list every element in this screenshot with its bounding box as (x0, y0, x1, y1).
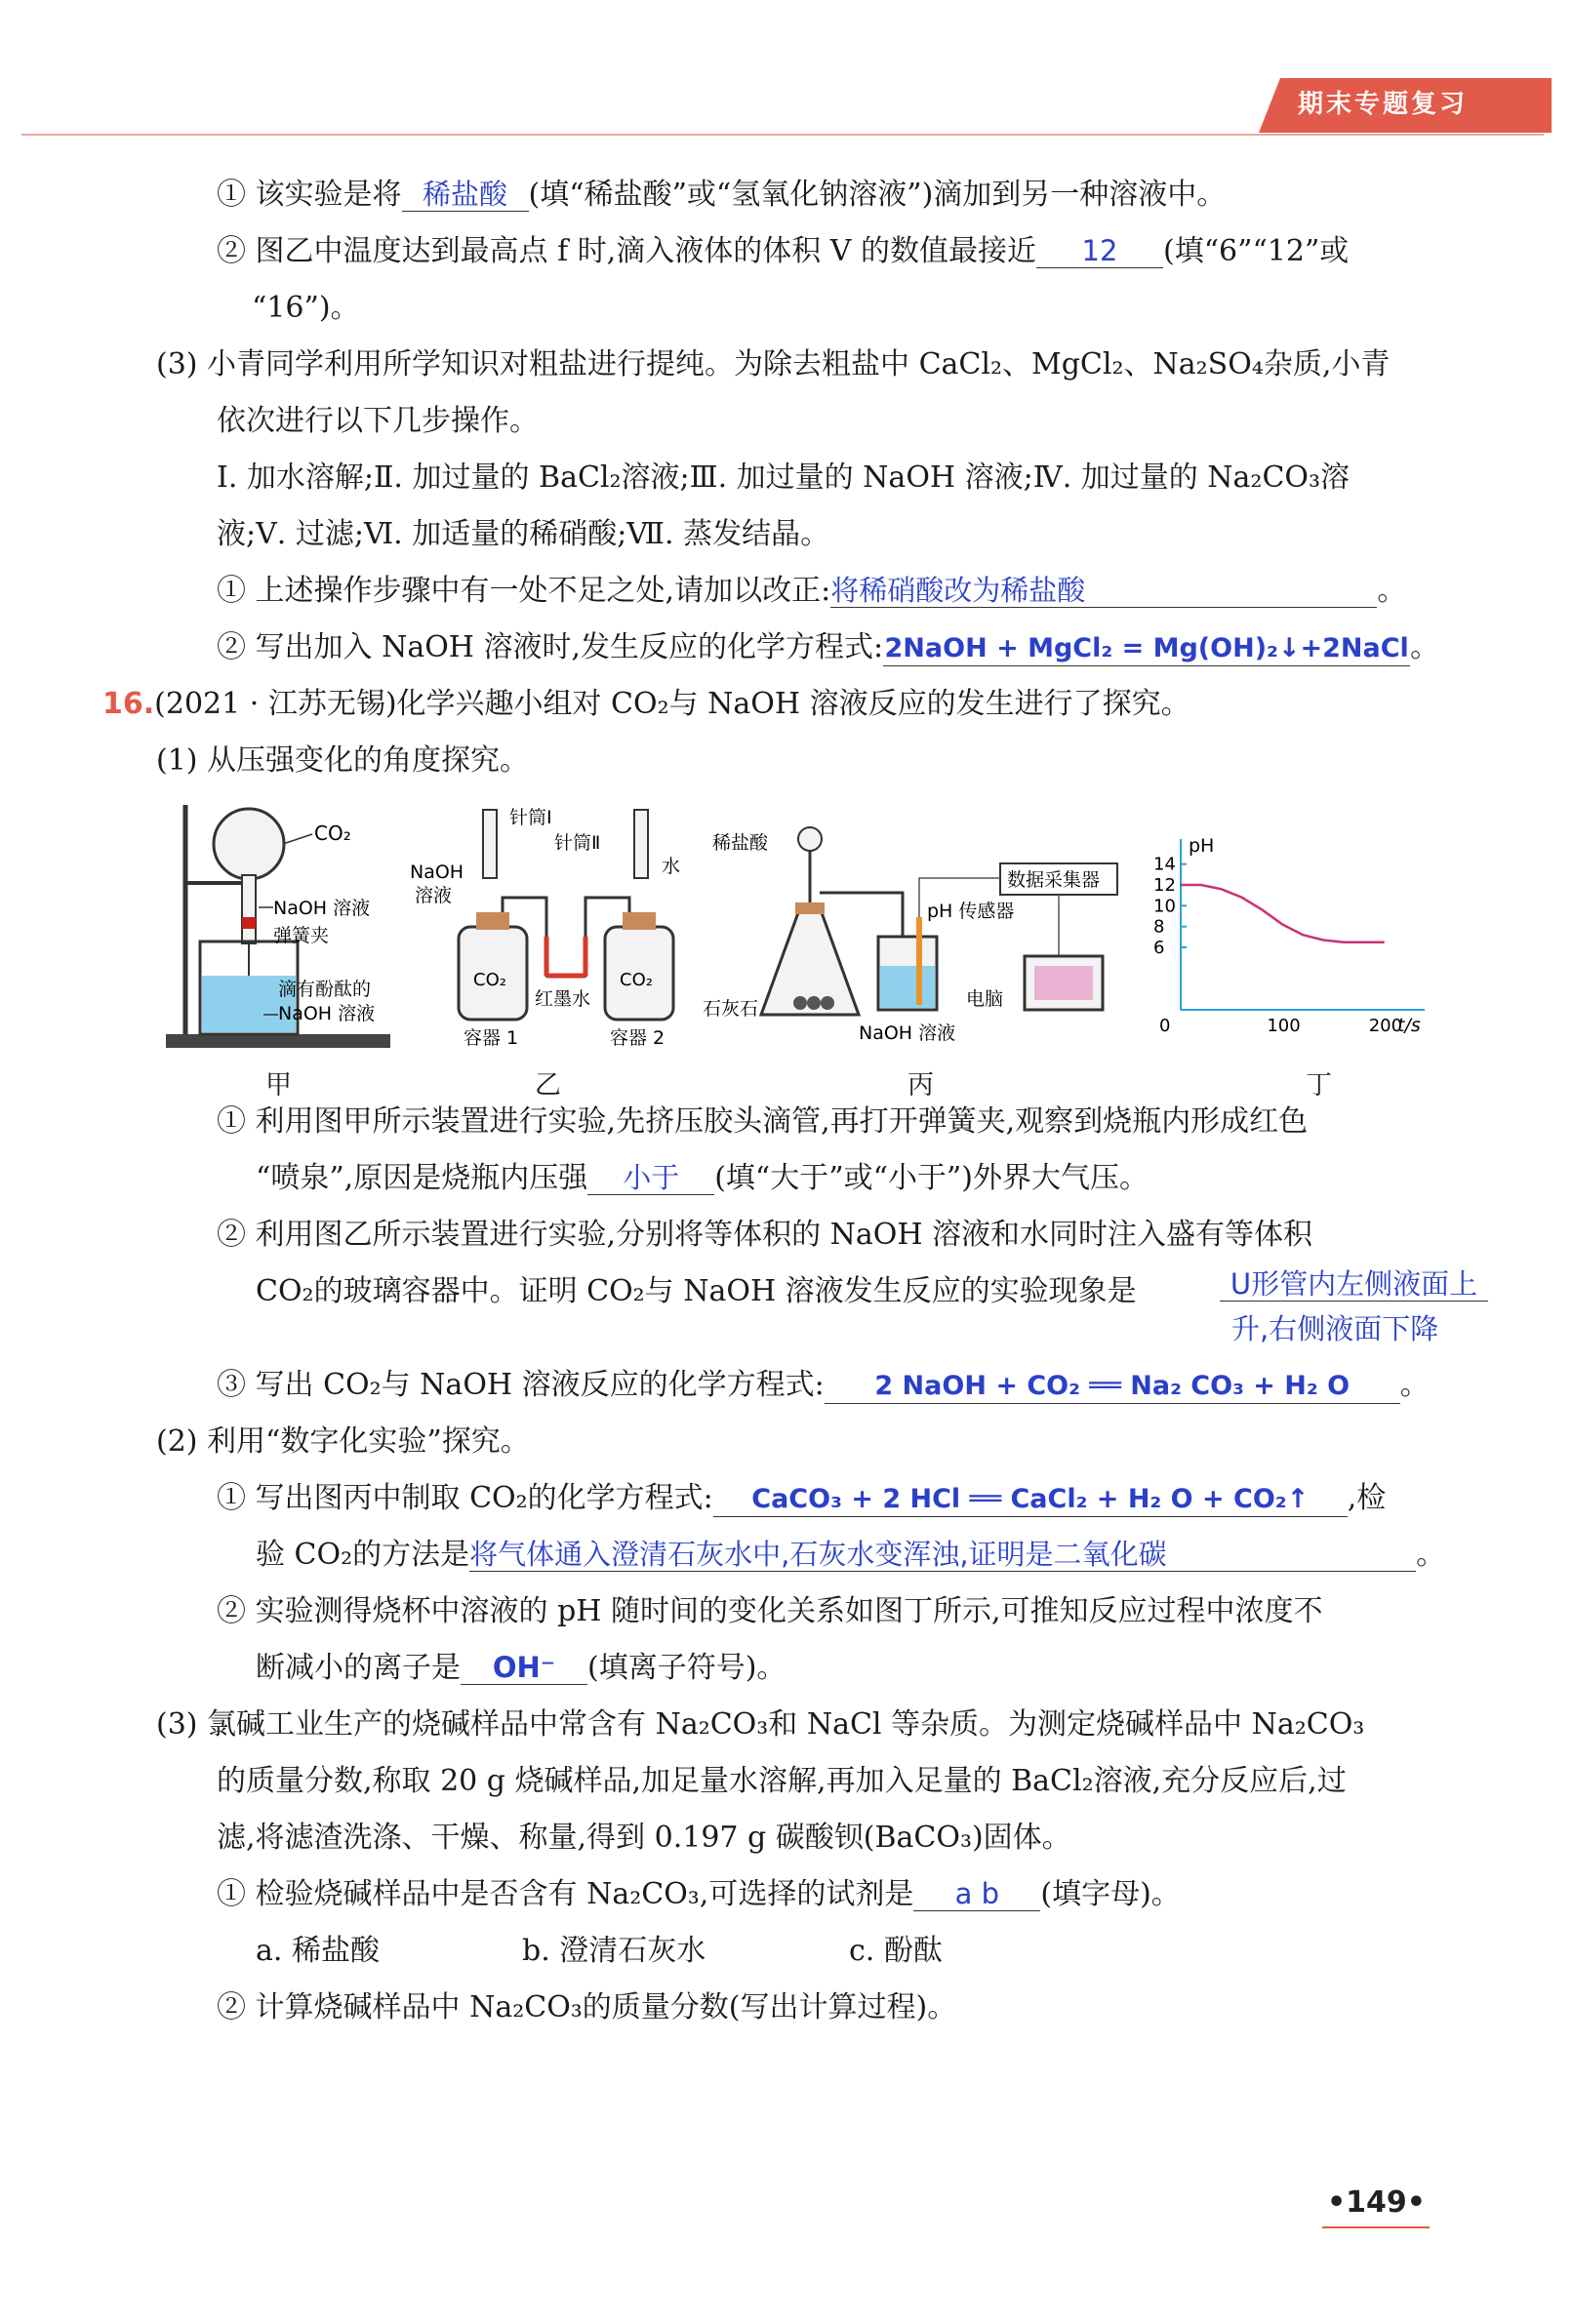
q15-line5: ② 写出加入 NaOH 溶液时,发生反应的化学方程式:2NaOH + MgCl₂ = Mg(OH)₂↓+2NaCl。 (217, 630, 1440, 664)
label-naoh: NaOH (410, 861, 464, 883)
option-a: a. 稀盐酸 (256, 1934, 380, 1968)
q16-part3-line3: 滤,将滤渣洗涤、干燥、称量,得到 0.197 g 碳酸钡(BaCO₃)固体。 (217, 1821, 1071, 1855)
q15-line3: “16”)。 (252, 291, 360, 325)
figure-caption-ding: 丁 (1306, 1070, 1332, 1101)
chart-y-tick-label: 8 (1153, 916, 1165, 938)
label-ph-sensor: pH 传感器 (927, 901, 1015, 922)
chart-series-line (1181, 885, 1385, 942)
label-hcl: 稀盐酸 (712, 832, 769, 854)
q15-part3-line2: 依次进行以下几步操作。 (217, 404, 539, 438)
figure-caption-bing: 丙 (908, 1070, 934, 1101)
figure-bing (703, 810, 1142, 1054)
answer-handwritten-2: 升,右侧液面下降 (1231, 1312, 1439, 1345)
option-b: b. 澄清石灰水 (522, 1934, 706, 1968)
q15-part3-line1: (3) 小青同学利用所学知识对粗盐进行提纯。为除去粗盐中 CaCl₂、MgCl₂、Na₂SO₄杂质,小青 (156, 347, 1391, 381)
option-c: c. 酚酞 (849, 1934, 943, 1968)
answer-blank[interactable]: 2 NaOH + CO₂ ══ Na₂ CO₃ + H₂ O (825, 1370, 1400, 1404)
q16-stem: 16.(2021 · 江苏无锡)化学兴趣小组对 CO₂与 NaOH 溶液反应的发生进行了探究。 (102, 687, 1190, 721)
answer-blank[interactable]: 小于 (587, 1161, 714, 1195)
q16-line2a: ② 利用图乙所示装置进行实验,分别将等体积的 NaOH 溶液和水同时注入盛有等体积 (217, 1218, 1313, 1252)
page-number: •149• (1327, 2185, 1426, 2220)
q16-line5a: ② 实验测得烧杯中溶液的 pH 随时间的变化关系如图丁所示,可推知反应过程中浓度不 (217, 1594, 1323, 1628)
answer-blank[interactable]: 将气体通入澄清石灰水中,石灰水变浑浊,证明是二氧化碳 (469, 1538, 1416, 1572)
label-naoh-sol: NaOH 溶液 (859, 1022, 956, 1044)
chart-y-tick-label: 14 (1153, 854, 1176, 875)
q16-line6: ① 检验烧碱样品中是否含有 Na₂CO₃,可选择的试剂是 a b (填字母)。 (217, 1877, 1181, 1911)
figure-ding-chart (1142, 834, 1434, 1059)
chart-x-tick-label: 200 (1368, 1016, 1403, 1036)
label-co2-1: CO₂ (473, 970, 506, 990)
label-limestone: 石灰石 (703, 998, 759, 1020)
label-phenol: 滴有酚酞的 (278, 979, 372, 1000)
q16-part3-line2: 的质量分数,称取 20 g 烧碱样品,加足量水溶解,再加入足量的 BaCl₂溶液,充分反应后,过 (217, 1764, 1347, 1798)
q16-line4a: ① 写出图丙中制取 CO₂的化学方程式: CaCO₃ + 2 HCl ══ CaCl₂ + H₂ O + CO₂↑ ,检 (217, 1481, 1387, 1515)
label-red-ink: 红墨水 (535, 988, 591, 1010)
question-number: 16. (102, 687, 155, 721)
label-syringe1: 针筒Ⅰ (509, 807, 552, 828)
q15-part3-line3: Ⅰ. 加水溶解;Ⅱ. 加过量的 BaCl₂溶液;Ⅲ. 加过量的 NaOH 溶液;Ⅳ. 加过量的 Na₂CO₃溶 (217, 461, 1351, 495)
q16-line3: ③ 写出 CO₂与 NaOH 溶液反应的化学方程式: 2 NaOH + CO₂ ══ Na₂ CO₃ + H₂ O 。 (217, 1368, 1430, 1402)
header-tab-label: 期末专题复习 (1298, 90, 1469, 119)
q16-line1b: “喷泉”,原因是烧瓶内压强 小于 (填“大于”或“小于”)外界大气压。 (256, 1161, 1149, 1195)
q16-part1-title: (1) 从压强变化的角度探究。 (156, 743, 530, 778)
label-collector: 数据采集器 (1007, 869, 1101, 891)
chart-axes (1153, 839, 1425, 1036)
label-container1: 容器 1 (464, 1027, 519, 1049)
label-naoh: NaOH 溶液 (273, 898, 371, 919)
page-number-rule (1322, 2226, 1430, 2228)
figure-yi (410, 800, 703, 1054)
chart-y-tick-label: 6 (1153, 938, 1165, 958)
q16-line7: ② 计算烧碱样品中 Na₂CO₃的质量分数(写出计算过程)。 (217, 1990, 957, 2024)
label-co2-2: CO₂ (620, 970, 653, 990)
chart-y-tick-label: 10 (1153, 896, 1176, 917)
chart-y-tick-label: 12 (1153, 875, 1176, 896)
q16-line2b: CO₂的玻璃容器中。证明 CO₂与 NaOH 溶液发生反应的实验现象是 (256, 1274, 1137, 1308)
q16-part3-line1: (3) 氯碱工业生产的烧碱样品中常含有 Na₂CO₃和 NaCl 等杂质。为测定烧碱样品中 Na₂CO₃ (156, 1707, 1365, 1742)
label-co2: CO₂ (314, 821, 351, 845)
figure-caption-yi: 乙 (535, 1070, 561, 1101)
answer-handwritten-1: U形管内左侧液面上 (1220, 1264, 1488, 1303)
chart-x-tick-label: 0 (1159, 1016, 1171, 1036)
answer-blank[interactable]: CaCO₃ + 2 HCl ══ CaCl₂ + H₂ O + CO₂↑ (713, 1483, 1348, 1517)
label-naoh-sol: NaOH 溶液 (278, 1003, 376, 1024)
label-computer: 电脑 (966, 988, 1004, 1010)
q15-line1: ① 该实验是将 稀盐酸 (填“稀盐酸”或“氢氧化钠溶液”)滴加到另一种溶液中。 (217, 178, 1227, 212)
label-clip: 弹簧夹 (273, 925, 330, 946)
label-solution: 溶液 (415, 885, 453, 906)
figure-caption-jia: 甲 (265, 1070, 292, 1101)
answer-blank[interactable]: a b (913, 1877, 1040, 1911)
q15-line2: ② 图乙中温度达到最高点 f 时,滴入液体的体积 V 的数值最接近 12 (填“6”“12”或 (217, 234, 1350, 268)
label-container2: 容器 2 (610, 1027, 666, 1049)
chart-x-tick-label: 100 (1267, 1016, 1301, 1036)
q15-part3-line4: 液;Ⅴ. 过滤;Ⅵ. 加适量的稀硝酸;Ⅶ. 蒸发结晶。 (217, 517, 830, 551)
answer-blank[interactable]: 12 (1036, 234, 1163, 268)
answer-blank[interactable]: 将稀硝酸改为稀盐酸 (830, 574, 1377, 608)
q16-line1a: ① 利用图甲所示装置进行实验,先挤压胶头滴管,再打开弹簧夹,观察到烧瓶内形成红色 (217, 1104, 1309, 1139)
q15-line4: ① 上述操作步骤中有一处不足之处,请加以改正:将稀硝酸改为稀盐酸 。 (217, 574, 1407, 608)
answer-blank[interactable]: 稀盐酸 (402, 178, 529, 212)
label-syringe2: 针筒Ⅱ (554, 832, 601, 854)
q16-line5b: 断减小的离子是 OH⁻ (填离子符号)。 (256, 1651, 786, 1685)
q16-line4b: 验 CO₂的方法是将气体通入澄清石灰水中,石灰水变浑浊,证明是二氧化碳 。 (256, 1538, 1446, 1572)
figure-jia (146, 795, 429, 1098)
label-water: 水 (662, 856, 681, 877)
answer-blank[interactable]: OH⁻ (461, 1651, 587, 1685)
answer-blank[interactable]: 2NaOH + MgCl₂ = Mg(OH)₂↓+2NaCl (883, 632, 1410, 666)
chart-x-label: t/s (1397, 1015, 1421, 1036)
q16-part2-title: (2) 利用“数字化实验”探究。 (156, 1424, 530, 1459)
chart-y-label: pH (1189, 835, 1215, 857)
header-rule (21, 134, 1544, 136)
